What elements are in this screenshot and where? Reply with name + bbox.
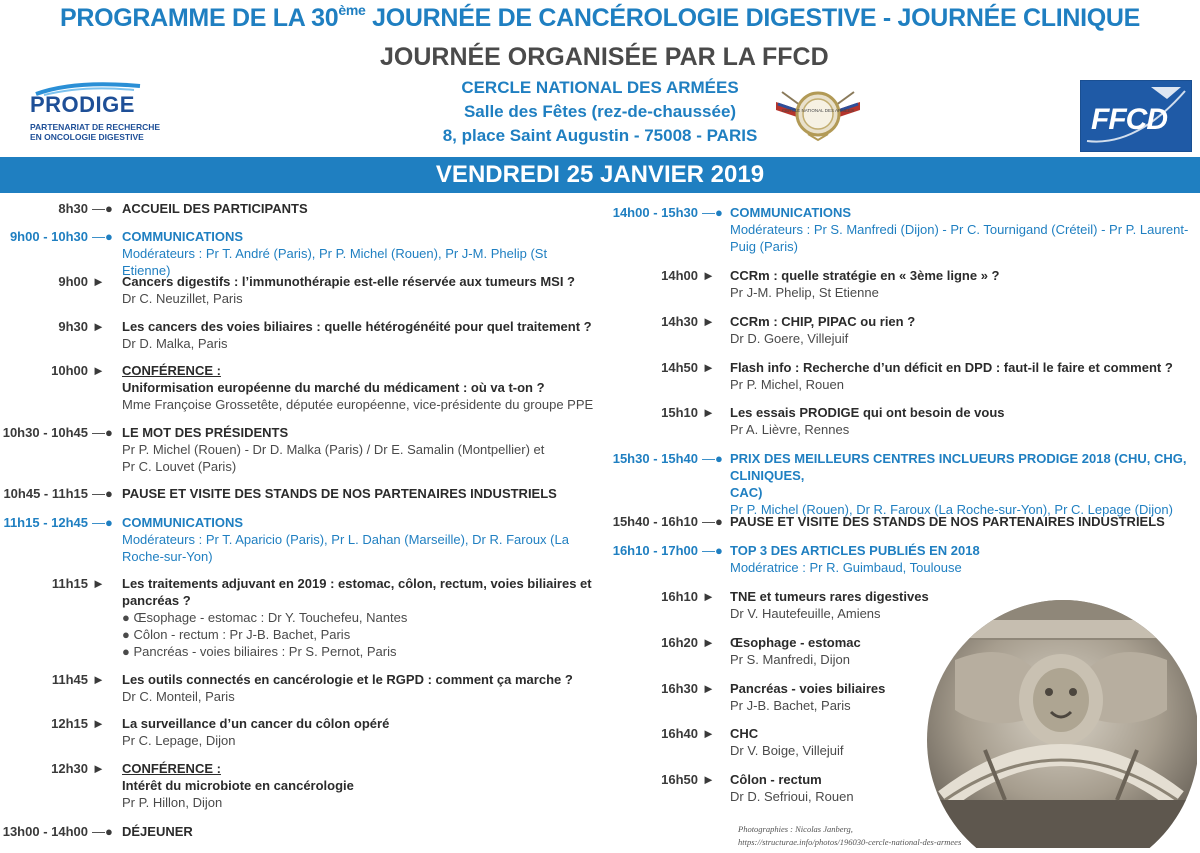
entry-title: DÉJEUNER: [122, 824, 193, 839]
entry-time: 15h40 - 16h10: [612, 514, 698, 529]
entry-time: 11h15 - 12h45: [3, 515, 88, 530]
entry-time: 11h45: [51, 672, 88, 687]
entry-time: 16h30: [661, 681, 698, 696]
arrow-bullet-icon: ►: [702, 772, 715, 787]
entry-detail: ● Côlon - rectum : Pr J-B. Bachet, Paris: [122, 627, 351, 642]
entry-title: ACCUEIL DES PARTICIPANTS: [122, 201, 308, 216]
entry-content: [730, 204, 1196, 255]
timeline-dot-icon: —●: [92, 486, 113, 501]
entry-title: TOP 3 DES ARTICLES PUBLIÉS EN 2018: [730, 543, 980, 558]
entry-detail: Modérateurs : Pr S. Manfredi (Dijon) - Pr C. Tournigand (Créteil) - Pr P. Laurent-: [730, 222, 1189, 237]
entry-time: 9h00 - 10h30: [9, 229, 88, 244]
entry-time: 10h00: [51, 363, 88, 378]
entry-time: 16h50: [661, 772, 698, 787]
entry-title-continued: CAC): [730, 485, 763, 500]
entry-content: [122, 823, 596, 840]
entry-content: [122, 760, 596, 811]
entry-title: COMMUNICATIONS: [122, 229, 244, 244]
arrow-bullet-icon: ►: [92, 716, 105, 731]
entry-time: 12h15: [51, 716, 88, 731]
entry-content: [730, 513, 1196, 530]
venue-address: 8, place Saint Augustin - 75008 - PARIS: [442, 126, 758, 145]
entry-content: [730, 267, 1196, 301]
arrow-bullet-icon: ►: [702, 405, 715, 420]
entry-content: [122, 575, 596, 660]
venue-room: Salle des Fêtes (rez-de-chaussée): [463, 102, 737, 121]
entry-title: TNE et tumeurs rares digestives: [730, 589, 929, 604]
seal-text: CERCLE NATIONAL DES ARMÉES: [781, 108, 855, 113]
entry-title: CCRm : CHIP, PIPAC ou rien ?: [730, 314, 916, 329]
entry-time: 15h10: [661, 405, 698, 420]
timeline-dot-icon: —●: [702, 543, 723, 558]
entry-time: 16h10: [661, 589, 698, 604]
ffcd-name: FFCD: [1091, 103, 1167, 136]
entry-detail: Puig (Paris): [730, 239, 798, 254]
prodige-sub-line2: EN ONCOLOGIE DIGESTIVE: [30, 132, 144, 142]
entry-title: Œsophage - estomac: [730, 635, 861, 650]
entry-title: PRIX DES MEILLEURS CENTRES INCLUEURS PRODIGE 2018 (CHU, CHG, CLINIQUES,: [730, 451, 1187, 483]
arrow-bullet-icon: ►: [92, 274, 105, 289]
lion-sculpture-image: [925, 600, 1197, 848]
entry-title: Les cancers des voies biliaires : quelle hétérogénéité pour quel traitement ?: [122, 319, 592, 334]
morning-schedule: [0, 0, 600, 852]
entry-time: 16h20: [661, 635, 698, 650]
entry-title: LE MOT DES PRÉSIDENTS: [122, 425, 289, 440]
entry-detail: Dr V. Hautefeuille, Amiens: [730, 606, 881, 621]
entry-time: 11h15: [51, 576, 88, 591]
prodige-name: PRODIGE: [30, 92, 135, 117]
entry-detail: Dr C. Neuzillet, Paris: [122, 291, 243, 306]
arrow-bullet-icon: ►: [92, 363, 105, 378]
arrow-bullet-icon: ►: [702, 726, 715, 741]
entry-content: [122, 514, 596, 565]
entry-time: 14h50: [661, 360, 698, 375]
entry-content: [730, 313, 1196, 347]
entry-detail: Dr D. Goere, Villejuif: [730, 331, 849, 346]
entry-detail: Pr P. Michel (Rouen), Dr R. Faroux (La Roche-sur-Yon), Pr C. Lepage (Dijon): [730, 502, 1173, 517]
title-prefix: PROGRAMME DE LA 30: [59, 4, 339, 32]
entry-detail: Modératrice : Pr R. Guimbaud, Toulouse: [730, 560, 962, 575]
entry-content: [730, 450, 1196, 518]
entry-detail: Mme Françoise Grossetête, députée européenne, vice-présidente du groupe PPE: [122, 397, 594, 412]
building-photo: [925, 600, 1197, 848]
entry-title: CHC: [730, 726, 759, 741]
arrow-bullet-icon: ►: [92, 576, 105, 591]
entry-detail: Pr P. Michel, Rouen: [730, 377, 844, 392]
entry-content: [730, 542, 1196, 576]
arrow-bullet-icon: ►: [702, 268, 715, 283]
timeline-dot-icon: —●: [92, 425, 113, 440]
entry-content: [122, 424, 596, 475]
entry-detail: Pr J-M. Phelip, St Etienne: [730, 285, 879, 300]
entry-time: 10h30 - 10h45: [2, 425, 88, 440]
entry-content: [122, 671, 596, 705]
entry-title: COMMUNICATIONS: [730, 205, 852, 220]
photo-credit-author: Photographies : Nicolas Janberg,: [738, 824, 853, 834]
entry-detail: Pr C. Lepage, Dijon: [122, 733, 236, 748]
prodige-sub-line1: PARTENARIAT DE RECHERCHE: [30, 122, 161, 132]
timeline-dot-icon: —●: [702, 205, 723, 220]
arrow-bullet-icon: ►: [92, 672, 105, 687]
timeline-dot-icon: —●: [92, 824, 113, 839]
entry-title-continued: pancréas ?: [122, 593, 191, 608]
arrow-bullet-icon: ►: [702, 314, 715, 329]
entry-title: PAUSE ET VISITE DES STANDS DE NOS PARTENAIRES INDUSTRIELS: [730, 514, 1165, 529]
entry-content: [122, 362, 596, 413]
entry-title: PAUSE ET VISITE DES STANDS DE NOS PARTENAIRES INDUSTRIELS: [122, 486, 557, 501]
arrow-bullet-icon: ►: [702, 360, 715, 375]
entry-content: [730, 404, 1196, 438]
entry-time: 9h00: [58, 274, 88, 289]
date-banner-text: VENDREDI 25 JANVIER 2019: [435, 161, 765, 188]
timeline-dot-icon: —●: [92, 201, 113, 216]
entry-title: CCRm : quelle stratégie en « 3ème ligne » ?: [730, 268, 1000, 283]
venue-name: CERCLE NATIONAL DES ARMÉES: [461, 78, 739, 97]
entry-title: Pancréas - voies biliaires: [730, 681, 886, 696]
entry-time: 16h10 - 17h00: [612, 543, 698, 558]
timeline-dot-icon: —●: [92, 229, 113, 244]
entry-content: [122, 485, 596, 502]
entry-time: 10h45 - 11h15: [3, 486, 88, 501]
entry-content: [730, 359, 1196, 393]
title-superscript: ème: [338, 2, 366, 18]
entry-time: 8h30: [58, 201, 88, 216]
entry-detail: Pr C. Louvet (Paris): [122, 459, 237, 474]
entry-time: 14h00: [661, 268, 698, 283]
entry-detail: Dr V. Boige, Villejuif: [730, 743, 844, 758]
entry-time: 14h00 - 15h30: [612, 205, 698, 220]
timeline-dot-icon: —●: [92, 515, 113, 530]
photo-credit: [738, 823, 961, 849]
entry-detail: Pr J-B. Bachet, Paris: [730, 698, 851, 713]
page-subtitle: JOURNÉE ORGANISÉE PAR LA FFCD: [380, 43, 829, 71]
entry-detail: Pr P. Michel (Rouen) - Dr D. Malka (Paris) / Dr E. Samalin (Montpellier) et: [122, 442, 545, 457]
entry-content: [122, 273, 596, 307]
entry-detail: Modérateurs : Pr T. Aparicio (Paris), Pr L. Dahan (Marseille), Dr R. Faroux (La: [122, 532, 569, 547]
entry-detail: ● Œsophage - estomac : Dr Y. Touchefeu, Nantes: [122, 610, 408, 625]
entry-content: [122, 715, 596, 749]
entry-time: 13h00 - 14h00: [2, 824, 88, 839]
arrow-bullet-icon: ►: [92, 319, 105, 334]
entry-detail: ● Pancréas - voies biliaires : Pr S. Pernot, Paris: [122, 644, 397, 659]
entry-title: Les outils connectés en cancérologie et le RGPD : comment ça marche ?: [122, 672, 573, 687]
arrow-bullet-icon: ►: [702, 589, 715, 604]
timeline-dot-icon: —●: [702, 451, 723, 466]
entry-content: [122, 200, 596, 217]
entry-title-continued: Intérêt du microbiote en cancérologie: [122, 778, 354, 793]
timeline-dot-icon: —●: [702, 514, 723, 529]
arrow-bullet-icon: ►: [702, 681, 715, 696]
entry-title: Les essais PRODIGE qui ont besoin de vous: [730, 405, 1005, 420]
entry-title: La surveillance d’un cancer du côlon opéré: [122, 716, 390, 731]
entry-detail: Dr D. Sefrioui, Rouen: [730, 789, 854, 804]
arrow-bullet-icon: ►: [92, 761, 105, 776]
entry-time: 12h30: [51, 761, 88, 776]
entry-detail: Pr S. Manfredi, Dijon: [730, 652, 850, 667]
entry-time: 9h30: [58, 319, 88, 334]
entry-detail: Dr C. Monteil, Paris: [122, 689, 235, 704]
entry-detail: Dr D. Malka, Paris: [122, 336, 228, 351]
photo-credit-url[interactable]: https://structurae.info/photos/196030-cercle-national-des-armees: [738, 837, 962, 847]
arrow-bullet-icon: ►: [702, 635, 715, 650]
entry-title-continued: Uniformisation européenne du marché du médicament : où va t-on ?: [122, 380, 545, 395]
entry-title: Flash info : Recherche d’un déficit en DPD : faut-il le faire et comment ?: [730, 360, 1173, 375]
entry-time: 14h30: [661, 314, 698, 329]
entry-title: Les traitements adjuvant en 2019 : estomac, côlon, rectum, voies biliaires et: [122, 576, 592, 591]
entry-detail: Modérateurs : Pr T. André (Paris), Pr P. Michel (Rouen), Pr J-M. Phelip (St Etienne): [122, 246, 548, 278]
entry-title: Cancers digestifs : l’immunothérapie est-elle réservée aux tumeurs MSI ?: [122, 274, 575, 289]
entry-content: [122, 318, 596, 352]
entry-content: [122, 228, 596, 279]
entry-time: 16h40: [661, 726, 698, 741]
entry-time: 15h30 - 15h40: [612, 451, 698, 466]
entry-detail: Roche-sur-Yon): [122, 549, 213, 564]
entry-title: Côlon - rectum: [730, 772, 822, 787]
entry-title: CONFÉRENCE :: [122, 363, 221, 378]
title-suffix: JOURNÉE DE CANCÉROLOGIE DIGESTIVE - JOURNÉE CLINIQUE: [365, 4, 1141, 32]
entry-detail: Pr A. Lièvre, Rennes: [730, 422, 850, 437]
entry-title: CONFÉRENCE :: [122, 761, 221, 776]
entry-detail: Pr P. Hillon, Dijon: [122, 795, 223, 810]
entry-title: COMMUNICATIONS: [122, 515, 244, 530]
